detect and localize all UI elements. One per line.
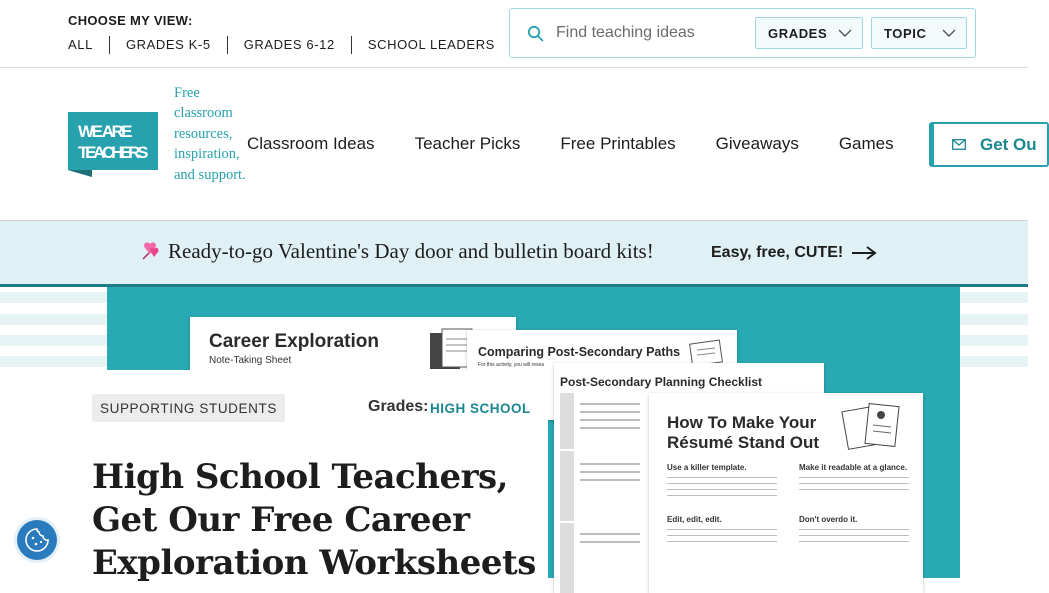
document-icon [687, 338, 727, 366]
view-link-grades-k5[interactable]: GRADES K-5 [109, 36, 227, 54]
grades-filter-select[interactable] [755, 17, 863, 49]
view-link-all[interactable]: ALL [68, 37, 93, 52]
nav-teacher-picks[interactable]: Teacher Picks [414, 134, 521, 153]
cookie-settings-button[interactable] [17, 520, 57, 560]
worksheet-title: Post-Secondary Planning Checklist [560, 375, 763, 389]
nav-games[interactable]: Games [838, 134, 894, 153]
text-line [667, 535, 777, 536]
main-nav [247, 134, 934, 154]
we-are-teachers-logo[interactable] [68, 112, 158, 177]
text-line [580, 403, 640, 405]
category-tag[interactable]: SUPPORTING STUDENTS [92, 394, 285, 422]
text-line [580, 533, 640, 535]
worksheet-note: For this activity, you will resea [478, 362, 545, 368]
search-input[interactable] [556, 20, 752, 46]
promo-text: Ready-to-go Valentine's Day door and bulletin board kits! [168, 239, 654, 263]
newsletter-signup-label: Get Ou [980, 134, 1037, 154]
text-line [580, 479, 640, 481]
worksheet-resume [649, 393, 923, 593]
view-switcher-label: CHOOSE MY VIEW: [68, 13, 193, 28]
search-icon[interactable] [527, 25, 544, 42]
nav-free-printables[interactable]: Free Printables [560, 134, 676, 153]
text-line [667, 477, 777, 478]
resume-tip-heading: Edit, edit, edit. [667, 515, 722, 524]
worksheet-title: Career Exploration [209, 331, 379, 352]
text-line [667, 541, 777, 542]
nav-giveaways[interactable]: Giveaways [715, 134, 799, 153]
arrow-right-icon [851, 246, 877, 260]
text-line [799, 477, 909, 478]
grades-label: Grades: [368, 398, 429, 415]
text-line [799, 535, 909, 536]
text-line [580, 411, 640, 413]
text-line [580, 463, 640, 465]
article-card [68, 370, 548, 590]
text-line [580, 471, 640, 473]
checklist-row-marker [560, 451, 574, 521]
checklist-row-marker [560, 393, 574, 449]
worksheet-title-line1: How To Make Your [667, 413, 817, 432]
text-line [799, 529, 909, 530]
resume-documents-icon [841, 401, 907, 453]
site-header [0, 68, 1037, 221]
checklist-row-marker [560, 523, 574, 593]
text-line [667, 489, 777, 490]
view-switcher [68, 36, 511, 54]
chevron-down-icon [942, 28, 956, 38]
resume-tip-heading: Use a killer template. [667, 463, 747, 472]
chevron-down-icon [838, 28, 852, 38]
view-link-school-leaders[interactable]: SCHOOL LEADERS [351, 36, 511, 54]
worksheet-title: Comparing Post-Secondary Paths [478, 345, 681, 359]
envelope-icon [952, 139, 966, 150]
newsletter-signup-button[interactable] [929, 122, 1049, 167]
hero-section [0, 287, 1028, 583]
grades-value-link[interactable]: HIGH SCHOOL [430, 401, 531, 416]
text-line [667, 495, 777, 496]
article-headline[interactable]: High School Teachers, Get Our Free Career Exploration Worksheets [92, 457, 536, 583]
site-tagline: Free classroom resources, inspiration, and support. [174, 85, 246, 183]
promo-link-label: Easy, free, CUTE! [711, 244, 844, 261]
text-line [799, 489, 909, 490]
text-line [580, 427, 640, 429]
worksheet-subtitle: Note-Taking Sheet [209, 355, 292, 366]
text-line [667, 483, 777, 484]
svg-text:WE ARE: WE ARE [78, 122, 132, 141]
utility-bar [0, 0, 1028, 68]
text-line [667, 529, 777, 530]
promo-link[interactable] [711, 244, 877, 262]
nav-classroom-ideas[interactable]: Classroom Ideas [247, 134, 375, 153]
resume-tip-heading: Don't overdo it. [799, 515, 858, 524]
grades-filter-label: GRADES [768, 25, 828, 41]
text-line [580, 419, 640, 421]
view-link-grades-6-12[interactable]: GRADES 6-12 [227, 36, 351, 54]
promo-banner[interactable] [0, 221, 1028, 287]
topic-filter-select[interactable] [871, 17, 967, 49]
svg-text:TEACHERS: TEACHERS [78, 143, 148, 162]
heart-emoji-icon [140, 239, 164, 263]
text-line [580, 541, 640, 543]
worksheet-title-line2: Résumé Stand Out [667, 433, 820, 452]
text-line [799, 483, 909, 484]
resume-tip-heading: Make it readable at a glance. [799, 463, 908, 472]
text-line [799, 541, 909, 542]
cookie-icon [24, 527, 50, 553]
topic-filter-label: TOPIC [884, 25, 927, 41]
search-bar [509, 8, 976, 58]
